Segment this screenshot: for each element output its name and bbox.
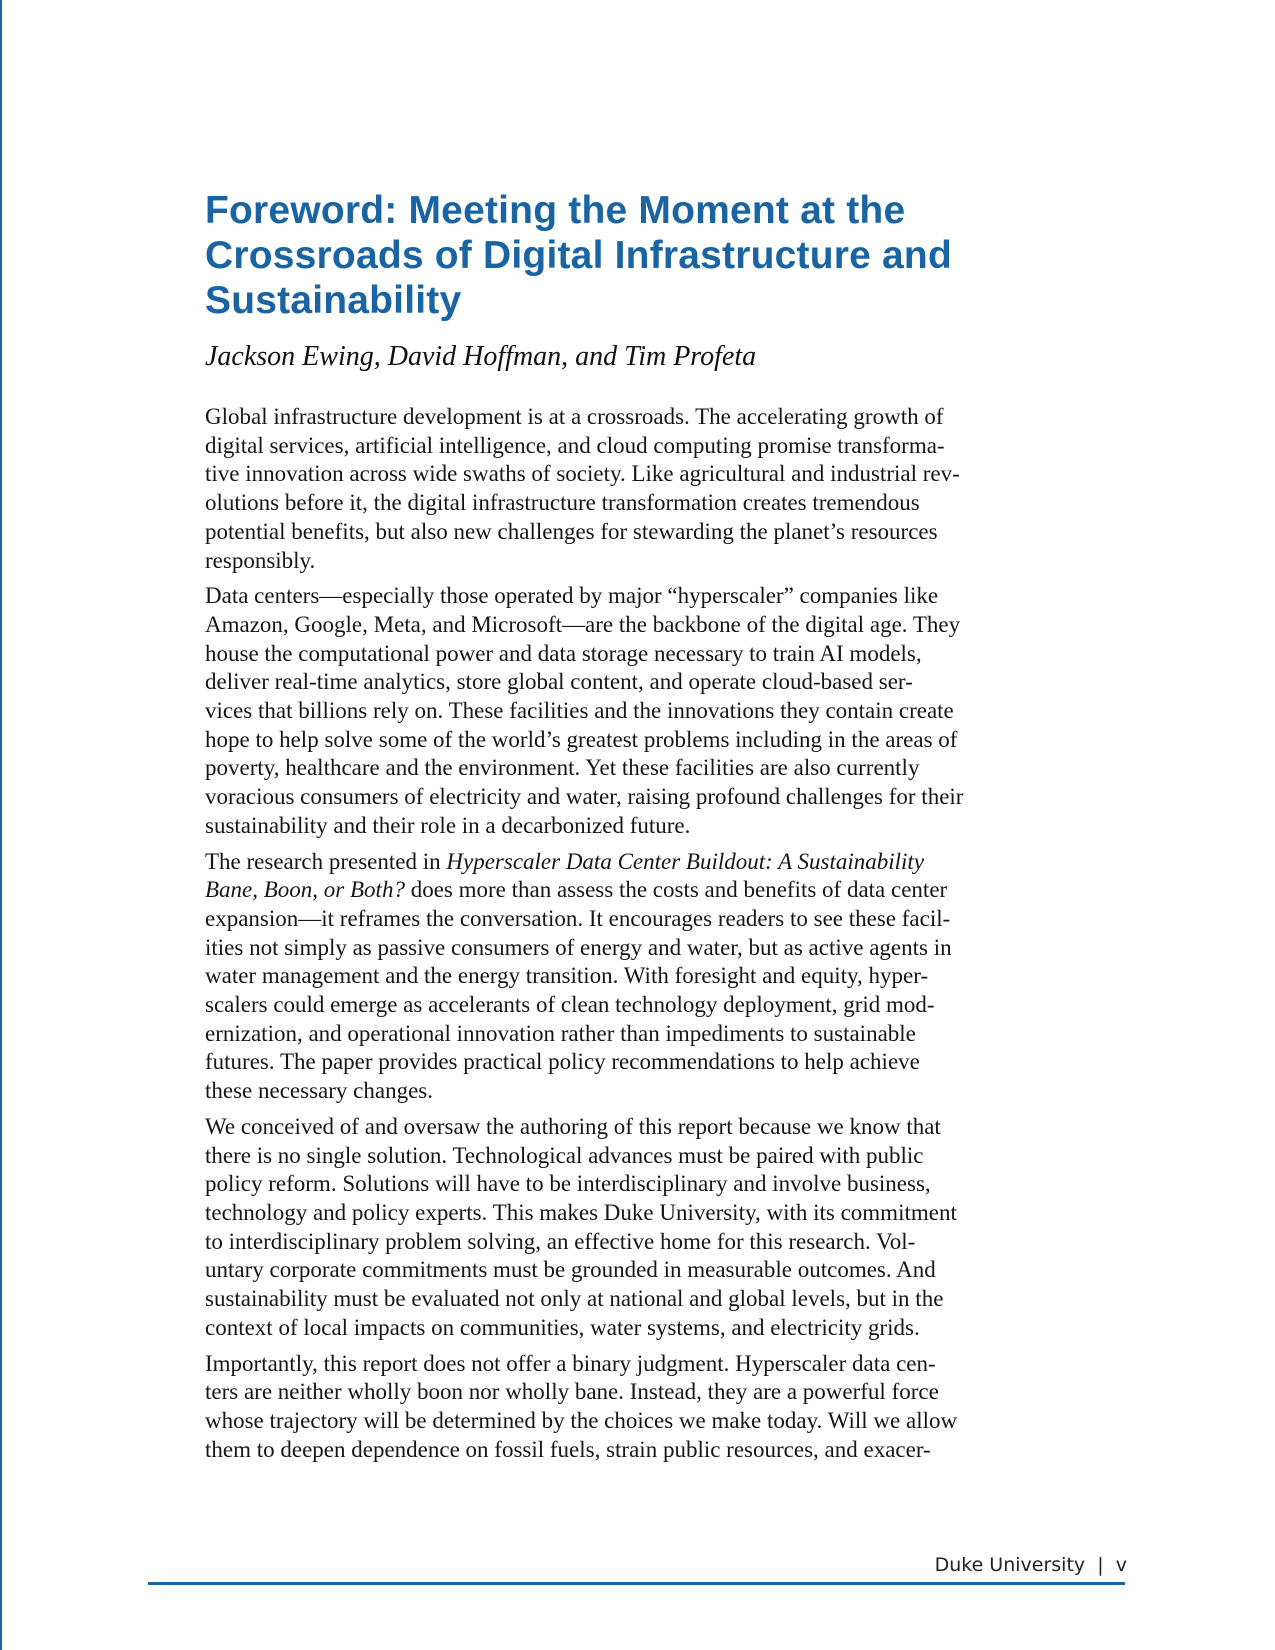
text-line: these necessary changes. (205, 1078, 433, 1104)
text-line: technology and policy experts. This makes Duke University, with its commitment (205, 1199, 957, 1225)
report-title-italic: Hyperscaler Data Center Buildout: A Sustainability (446, 848, 925, 874)
text-line: hope to help solve some of the world’s greatest problems including in the areas of (205, 726, 958, 752)
text-line: responsibly. (205, 547, 316, 573)
text-line: tive innovation across wide swaths of society. Like agricultural and industrial rev- (205, 461, 960, 487)
footer-separator: | (1097, 1554, 1104, 1576)
text-line: poverty, healthcare and the environment. Yet these facilities are also currently (205, 755, 920, 781)
paragraph (205, 848, 1085, 1106)
text-line: ities not simply as passive consumers of energy and water, but as active agents in (205, 934, 952, 960)
text-line (205, 876, 1085, 905)
text-line: expansion—it reframes the conversation. It encourages readers to see these facil- (205, 905, 951, 931)
text-line: We conceived of and oversaw the authoring of this report because we know that (205, 1113, 941, 1139)
paragraph (205, 403, 1085, 575)
text-line: scalers could emerge as accelerants of clean technology deployment, grid mod- (205, 992, 935, 1018)
footer-rule (148, 1582, 1125, 1585)
text-line: whose trajectory will be determined by the choices we make today. Will we allow (205, 1407, 958, 1433)
text-line: there is no single solution. Technological advances must be paired with public (205, 1142, 924, 1168)
paragraph (205, 1350, 1085, 1465)
text-line: sustainability must be evaluated not only at national and global levels, but in the (205, 1286, 944, 1312)
text-line: Global infrastructure development is at a crossroads. The accelerating growth of (205, 404, 944, 429)
text-line: Amazon, Google, Meta, and Microsoft—are the backbone of the digital age. They (205, 611, 961, 637)
title-line: Crossroads of Digital Infrastructure and (205, 234, 952, 277)
text-line: them to deepen dependence on fossil fuels, strain public resources, and exacer- (205, 1436, 931, 1462)
title-line: Sustainability (205, 279, 462, 322)
paragraph (205, 1113, 1085, 1343)
text-line: olutions before it, the digital infrastructure transformation creates tremendous (205, 490, 920, 516)
text-line: Importantly, this report does not offer a binary judgment. Hyperscaler data cen- (205, 1350, 936, 1376)
page-edge-line (0, 0, 2, 1650)
text-line: policy reform. Solutions will have to be interdisciplinary and involve business, (205, 1171, 931, 1197)
text-line: futures. The paper provides practical policy recommendations to help achieve (205, 1049, 920, 1075)
text-line: context of local impacts on communities, water systems, and electricity grids. (205, 1314, 920, 1340)
text-line: ters are neither wholly boon nor wholly bane. Instead, they are a powerful force (205, 1379, 939, 1405)
text-line: digital services, artificial intelligence, and cloud computing promise transforma- (205, 432, 945, 458)
text-line: Data centers—especially those operated by major “hyperscaler” companies like (205, 583, 939, 609)
text-line: house the computational power and data storage necessary to train AI models, (205, 640, 922, 666)
text-line: vices that billions rely on. These facilities and the innovations they contain create (205, 698, 954, 724)
text-line: voracious consumers of electricity and water, raising profound challenges for their (205, 784, 964, 810)
text-line (205, 848, 1085, 877)
text-line: to interdisciplinary problem solving, an effective home for this research. Vol- (205, 1228, 916, 1254)
report-title-italic: Bane, Boon, or Both? (205, 877, 405, 903)
page-number: v (1115, 1554, 1127, 1576)
title-line: Foreword: Meeting the Moment at the (205, 189, 906, 232)
body-text (205, 403, 1085, 1471)
text-line: potential benefits, but also new challenges for stewarding the planet’s resources (205, 518, 938, 544)
text-line: water management and the energy transition. With foresight and equity, hyper- (205, 963, 929, 989)
text-line: sustainability and their role in a decarbonized future. (205, 812, 691, 838)
page-title (205, 188, 1105, 323)
text-segment: The research presented in (205, 848, 447, 874)
footer (935, 1554, 1127, 1576)
text-line: untary corporate commitments must be grounded in measurable outcomes. And (205, 1257, 936, 1283)
authors: Jackson Ewing, David Hoffman, and Tim Profeta (205, 341, 757, 372)
paragraph (205, 582, 1085, 840)
text-line: ernization, and operational innovation rather than impediments to sustainable (205, 1020, 916, 1046)
footer-institution: Duke University (934, 1554, 1086, 1576)
text-segment: does more than assess the costs and benefits of data center (404, 877, 948, 903)
text-line: deliver real-time analytics, store global content, and operate cloud-based ser- (205, 669, 913, 695)
